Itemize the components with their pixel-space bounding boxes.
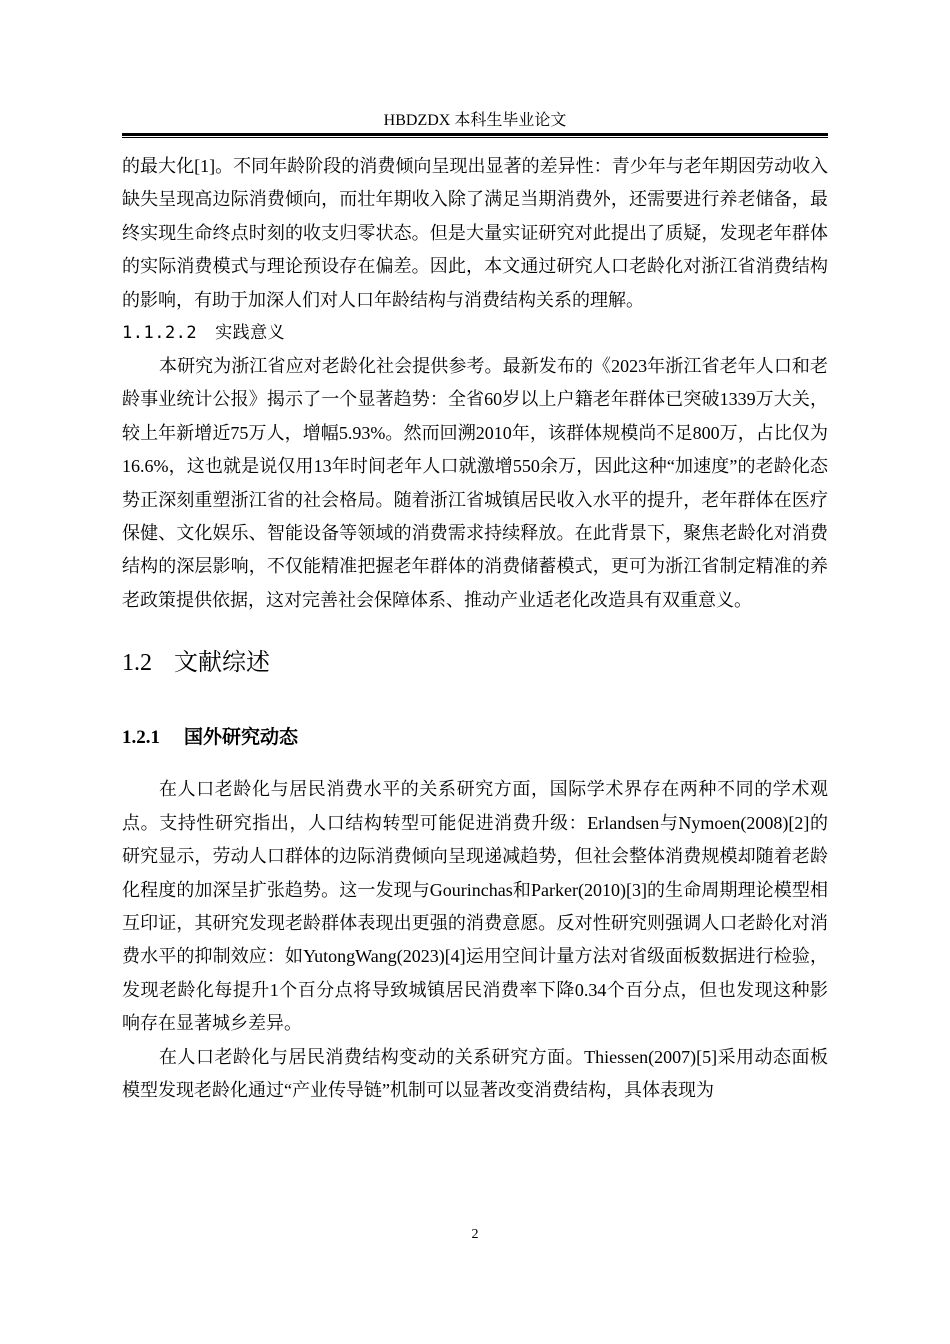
header-rule-thin xyxy=(122,137,828,138)
subsection-heading-foreign-research xyxy=(122,720,828,755)
section-heading-literature-review xyxy=(122,645,828,680)
heading-number: 1.1.2.2 xyxy=(122,323,198,344)
paragraph-consumption-level: 在人口老龄化与居民消费水平的关系研究方面，国际学术界存在两种不同的学术观点。支持性研究指出，人口结构转型可能促进消费升级：Erlandsen与Nymoen(2008)[2]的研究显示，劳动人口群体的边际消费倾向呈现递减趋势，但社会整体消费规模却随着老龄化程度的加深呈扩张趋势。这一发现与Gourinchas和Parker(2010)[3]的生命周期理论模型相互印证，其研究发现老龄群体表现出更强的消费意愿。反对性研究则强调人口老龄化对消费水平的抑制效应：如YutongWang(2023)[4]运用空间计量方法对省级面板数据进行检验，发现老龄化每提升1个百分点将导致城镇居民消费率下降0.34个百分点，但也发现这种影响存在显著城乡差异。 xyxy=(122,779,828,1034)
subsection-number: 1.2.1 xyxy=(122,727,160,749)
section-number: 1.2 xyxy=(122,650,152,677)
paragraph-theoretical-significance-end: 的最大化[1]。不同年龄阶段的消费倾向呈现出显著的差异性：青少年与老年期因劳动收入缺失呈现高边际消费倾向，而壮年期收入除了满足当期消费外，还需要进行养老储备，最终实现生命终点时刻的收支归零状态。但是大量实证研究对此提出了质疑，发现老年群体的实际消费模式与理论预设存在偏差。因此，本文通过研究人口老龄化对浙江省消费结构的影响，有助于加深人们对人口年龄结构与消费结构关系的理解。 xyxy=(122,156,828,310)
subsection-title: 国外研究动态 xyxy=(184,726,299,749)
header-rule-thick xyxy=(122,133,828,136)
paragraph-practical-significance: 本研究为浙江省应对老龄化社会提供参考。最新发布的《2023年浙江省老年人口和老龄事业统计公报》揭示了一个显著趋势：全省60岁以上户籍老年群体已突破1339万大关，较上年新增近75万人，增幅5.93%。然而回溯2010年，该群体规模尚不足800万，占比仅为16.6%，这也就是说仅用13年时间老年人口就激增550余万，因此这种“加速度”的老龄化态势正深刻重塑浙江省的社会格局。随着浙江省城镇居民收入水平的提升，老年群体在医疗保健、文化娱乐、智能设备等领域的消费需求持续释放。在此背景下，聚焦老龄化对消费结构的深层影响，不仅能精准把握老年群体的消费储蓄模式，更可为浙江省制定精准的养老政策提供依据，这对完善社会保障体系、推动产业适老化改造具有双重意义。 xyxy=(122,356,828,610)
paragraph-consumption-structure: 在人口老龄化与居民消费结构变动的关系研究方面。Thiessen(2007)[5]采用动态面板模型发现老龄化通过“产业传导链”机制可以显著改变消费结构，具体表现为 xyxy=(122,1046,828,1100)
page-body xyxy=(122,150,828,1107)
heading-title: 实践意义 xyxy=(215,323,286,344)
section-title: 文献综述 xyxy=(174,648,270,677)
heading-practical-significance xyxy=(122,317,828,350)
page-number: 2 xyxy=(471,1227,479,1242)
running-header: HBDZDX 本科生毕业论文 xyxy=(383,112,567,129)
